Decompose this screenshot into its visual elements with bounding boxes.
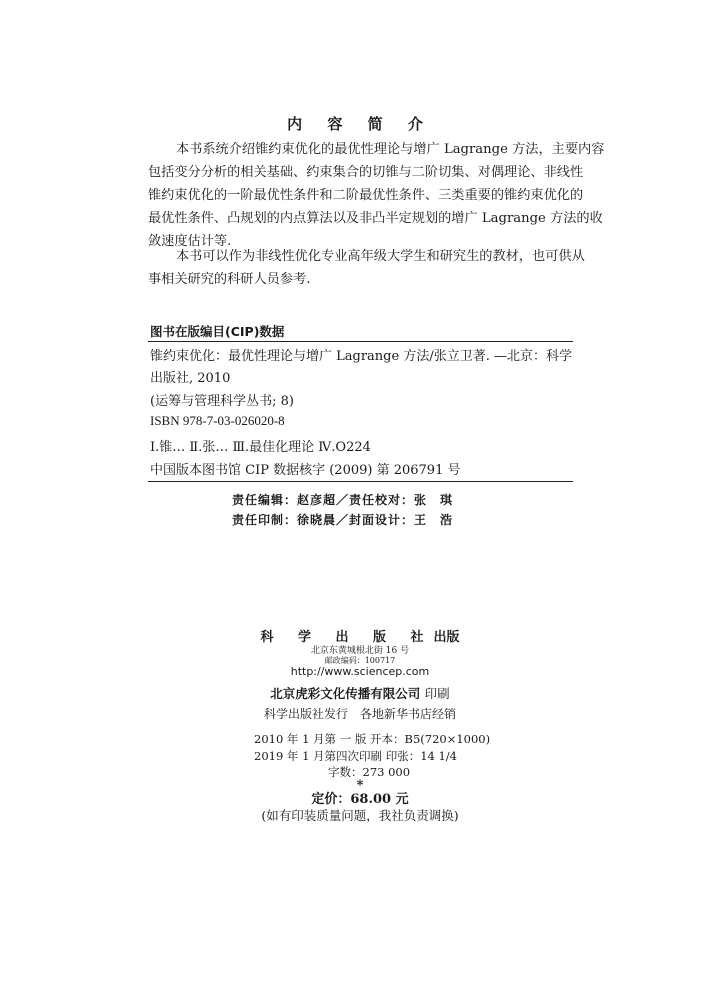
publisher-name-suffix: 出版 (433, 630, 460, 645)
summary-paragraph-1 (148, 138, 605, 253)
credits-editor-line: 责任编辑：赵彦超／责任校对：张 琪 (232, 493, 454, 507)
word-count: 字数：273 000 (328, 765, 411, 779)
edition-line-2: 2019 年 1 月第四次印刷 印张：14 1/4 (254, 749, 458, 763)
printer-line (0, 684, 720, 702)
publisher-url: http://www.sciencep.com (290, 665, 430, 678)
summary-p1-line-5: 敛速度估计等. (148, 234, 232, 249)
cip-line-1: 锥约束优化：最优性理论与增广 Lagrange 方法/张立卫著. —北京：科学 (150, 349, 572, 364)
cip-heading: 图书在版编目(CIP)数据 (150, 324, 285, 339)
publisher-name-bold: 科 学 出 版 社 (260, 630, 434, 645)
summary-title: 内 容 简 介 (287, 115, 433, 133)
cip-isbn: ISBN 978-7-03-026020-8 (150, 413, 285, 428)
star-mark: * (356, 778, 364, 793)
summary-p1-line-3: 锥约束优化的一阶最优性条件和二阶最优性条件、三类重要的锥约束优化的 (148, 188, 584, 203)
printer-suffix: 印刷 (424, 686, 450, 701)
price: 定价：68.00 元 (311, 792, 409, 807)
summary-paragraph-2 (148, 245, 585, 291)
publisher-address: 北京东黄城根北街 16 号 (310, 646, 410, 656)
summary-p2-line-1: 本书可以作为非线性优化专业高年级大学生和研究生的教材，也可供从 (176, 249, 585, 264)
edition-line-1: 2010 年 1 月第 一 版 开本：B5(720×1000) (254, 732, 491, 746)
printer-name: 北京虎彩文化传播有限公司 (270, 686, 421, 701)
credits-print-line: 责任印制：徐晓晨／封面设计：王 浩 (232, 513, 454, 527)
summary-p2-line-2: 事相关研究的科研人员参考. (148, 272, 311, 287)
cip-top-rule (148, 341, 573, 342)
cip-classification: Ⅰ.锥… Ⅱ.张… Ⅲ.最佳化理论 Ⅳ.O224 (150, 440, 371, 455)
publisher-postcode: 邮政编码：100717 (324, 656, 396, 665)
quality-notice: (如有印装质量问题，我社负责调换) (261, 808, 459, 823)
cip-bottom-rule (148, 481, 573, 482)
summary-p1-line-4: 最优性条件、凸规划的内点算法以及非凸半定规划的增广 Lagrange 方法的收 (148, 211, 603, 226)
cip-series: (运筹与管理科学丛书; 8) (150, 394, 294, 409)
summary-p1-line-2: 包括变分分析的相关基础、约束集合的切锥与二阶切集、对偶理论、非线性 (148, 165, 584, 180)
cip-line-2: 出版社, 2010 (150, 371, 231, 386)
summary-p1-line-1: 本书系统介绍锥约束优化的最优性理论与增广 Lagrange 方法，主要内容 (176, 142, 605, 157)
distribution-line: 科学出版社发行 各地新华书店经销 (263, 707, 456, 721)
cip-record: 中国版本图书馆 CIP 数据核字 (2009) 第 206791 号 (150, 463, 461, 478)
